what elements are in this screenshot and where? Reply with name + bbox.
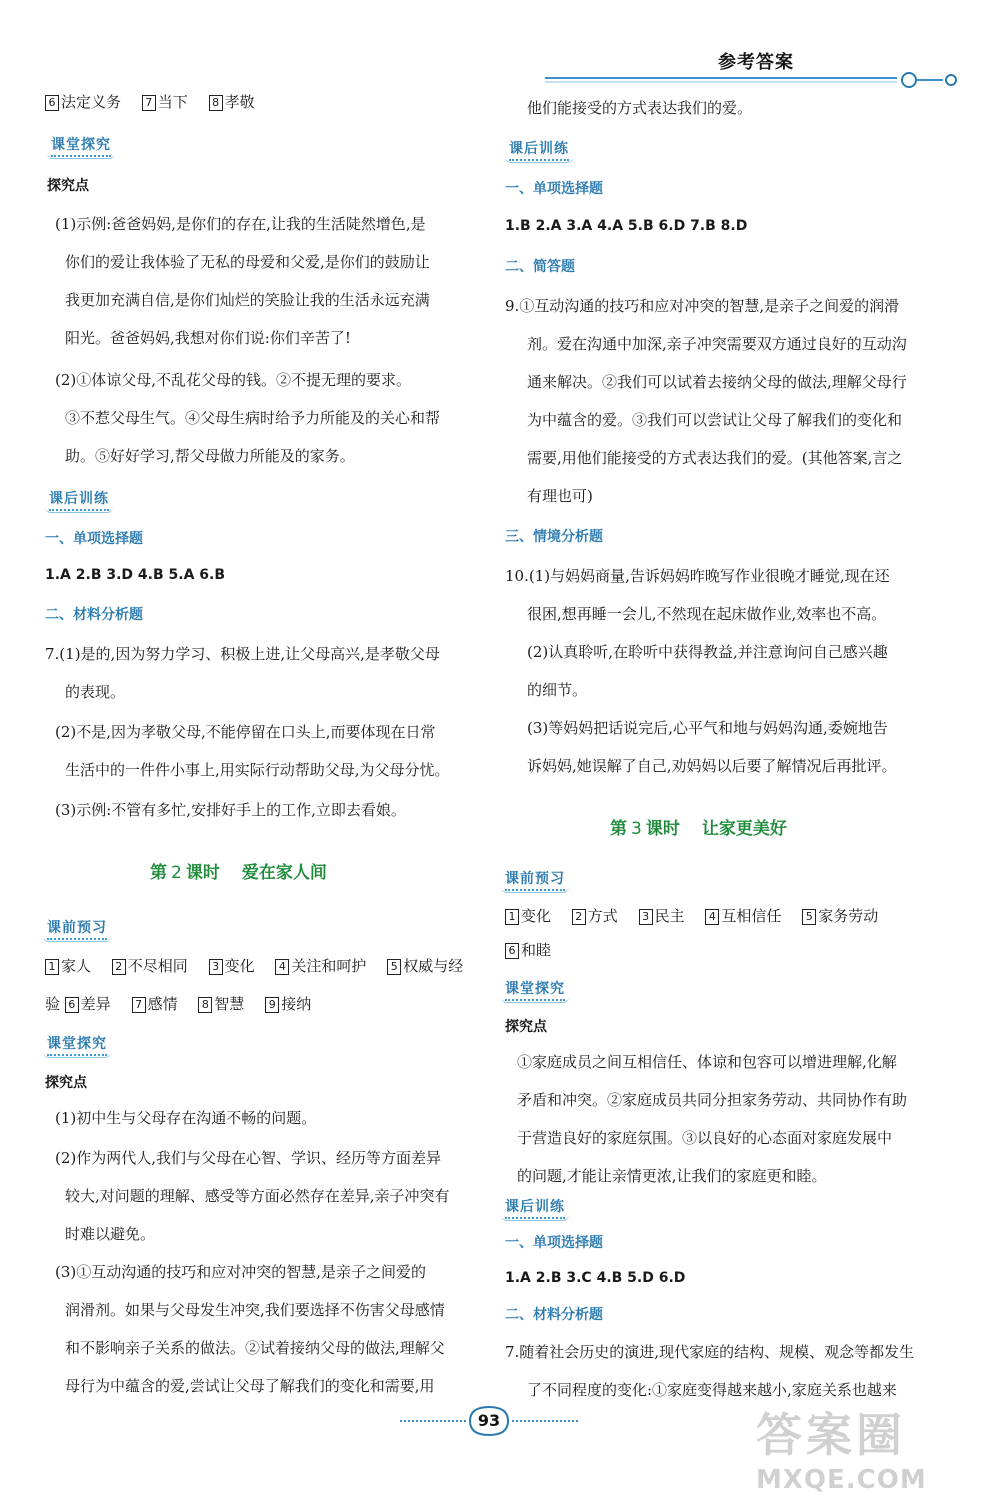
paragraph-line: ③不惹父母生气。④父母生病时给予力所能及的关心和帮 [65, 409, 441, 427]
paragraph-line: 我更加充满自信,是你们灿烂的笑脸让我的生活永远充满 [65, 291, 430, 309]
section-tag-preview: 课前预习 [505, 868, 565, 891]
paragraph-line: 剂。爱在沟通中加深,亲子冲突需要双方通过良好的互动沟 [527, 335, 907, 353]
paragraph-line: ①家庭成员之间互相信任、体谅和包容可以增进理解,化解 [517, 1053, 897, 1071]
paragraph-line: (1)初中生与父母存在沟通不畅的问题。 [55, 1109, 317, 1127]
paragraph-line: (2)认真聆听,在聆听中获得教益,并注意询问自己感兴趣 [527, 643, 888, 661]
answers-single-choice-2: 1.A 2.B 3.C 4.B 5.D 6.D [505, 1270, 686, 1286]
paragraph-line: 助。⑤好好学习,帮父母做力所能及的家务。 [65, 447, 355, 465]
paragraph-line: 阳光。爸爸妈妈,我想对你们说:你们辛苦了! [65, 329, 351, 347]
page-number: 93 [477, 1411, 501, 1430]
answer-line-r3b: 6 和睦 [505, 940, 567, 960]
answers-single-choice: 1.A 2.B 3.D 4.B 5.A 6.B [45, 567, 226, 583]
paragraph-line: 7.随着社会历史的演进,现代家庭的结构、规模、观念等都发生 [505, 1343, 915, 1361]
paragraph-line: 了不同程度的变化:①家庭变得越来越小,家庭关系也越来 [527, 1381, 897, 1399]
paragraph-line: 10.(1)与妈妈商量,告诉妈妈昨晚写作业很晚才睡觉,现在还 [505, 567, 890, 585]
subhead-short-answer: 二、简答题 [505, 259, 575, 275]
subhead-material-analysis: 二、材料分析题 [505, 1307, 603, 1323]
paragraph-line: 为中蕴含的爱。③我们可以尝试让父母了解我们的变化和 [527, 411, 903, 429]
section-tag-after-class: 课后训练 [509, 138, 569, 161]
lesson-title-2: 第 2 课时 爱在家人间 [150, 863, 327, 883]
paragraph-line: 9.①互动沟通的技巧和应对冲突的智慧,是亲子之间爱的润滑 [505, 297, 900, 315]
subhead-single-choice-2: 一、单项选择题 [505, 1235, 603, 1251]
lesson-title-3: 第 3 课时 让家更美好 [610, 819, 787, 839]
paragraph-line: (3)等妈妈把话说完后,心平气和地与妈妈沟通,委婉地告 [527, 719, 888, 737]
paragraph-line: 生活中的一件件小事上,用实际行动帮助父母,为父母分忧。 [65, 761, 450, 779]
answer-line-r3a: 1 变化 2 方式 3 民主 4 互相信任 5 家务劳动 [505, 906, 894, 926]
subhead-situation-analysis: 三、情境分析题 [505, 529, 603, 545]
answers-single-choice: 1.B 2.A 3.A 4.A 5.B 6.D 7.B 8.D [505, 218, 748, 234]
subhead-single-choice: 一、单项选择题 [505, 181, 603, 197]
paragraph-line: 有理也可) [527, 487, 593, 505]
section-tag-classroom-2: 课堂探究 [47, 1033, 107, 1056]
answer-line-l2a: 1 家人 2 不尽相同 3 变化 4 关注和呵护 5 权威与经 [45, 956, 463, 976]
explore-point-label: 探究点 [47, 178, 89, 194]
section-tag-after-class-2: 课后训练 [505, 1196, 565, 1219]
explore-point-label: 探究点 [505, 1019, 547, 1035]
paragraph-line: 你们的爱让我体验了无私的母爱和父爱,是你们的鼓励让 [65, 253, 430, 271]
paragraph-line: (2)不是,因为孝敬父母,不能停留在口头上,而要体现在日常 [55, 723, 436, 741]
paragraph-line: 的问题,才能让亲情更浓,让我们的家庭更和睦。 [517, 1167, 827, 1185]
paragraph-line: 母行为中蕴含的爱,尝试让父母了解我们的变化和需要,用 [65, 1377, 435, 1395]
paragraph-line: 于营造良好的家庭氛围。③以良好的心态面对家庭发展中 [517, 1129, 893, 1147]
paragraph-line: (3)①互动沟通的技巧和应对冲突的智慧,是亲子之间爱的 [55, 1263, 427, 1281]
paragraph-line: 矛盾和冲突。②家庭成员共同分担家务劳动、共同协作有助 [517, 1091, 908, 1109]
paragraph-line: 诉妈妈,她误解了自己,劝妈妈以后要了解情况后再批评。 [527, 757, 897, 775]
paragraph-line: 润滑剂。如果与父母发生冲突,我们要选择不伤害父母感情 [65, 1301, 445, 1319]
paragraph-line: 的细节。 [527, 681, 588, 699]
subhead-single-choice: 一、单项选择题 [45, 531, 143, 547]
section-tag-classroom: 课堂探究 [51, 134, 111, 157]
section-tag-classroom: 课堂探究 [505, 978, 565, 1001]
paragraph-line: (3)示例:不管有多忙,安排好手上的工作,立即去看娘。 [55, 801, 406, 819]
paragraph-line: 时难以避免。 [65, 1225, 156, 1243]
watermark [756, 1399, 986, 1495]
paragraph-line: 他们能接受的方式表达我们的爱。 [527, 99, 753, 117]
answer-line-l1: 6 法定义务 7 当下 8 孝敬 [45, 92, 271, 112]
paragraph-line: 需要,用他们能接受的方式表达我们的爱。(其他答案,言之 [527, 449, 903, 467]
subhead-material-analysis: 二、材料分析题 [45, 607, 143, 623]
paragraph-line: 通来解决。②我们可以试着去接纳父母的做法,理解父母行 [527, 373, 907, 391]
section-tag-preview: 课前预习 [47, 917, 107, 940]
paragraph-line: 和不影响亲子关系的做法。②试着接纳父母的做法,理解父 [65, 1339, 445, 1357]
paragraph-line: 7.(1)是的,因为努力学习、积极上进,让父母高兴,是孝敬父母 [45, 645, 440, 663]
header-rule-decoration [545, 62, 965, 96]
section-tag-after-class: 课后训练 [49, 488, 109, 511]
watermark-line2: MXQE.COM [756, 1465, 927, 1495]
paragraph-line: (1)示例:爸爸妈妈,是你们的存在,让我的生活陡然增色,是 [55, 215, 426, 233]
header-title: 参考答案 [718, 52, 794, 73]
paragraph-line: 较大,对问题的理解、感受等方面必然存在差异,亲子冲突有 [65, 1187, 450, 1205]
answer-line-l2b: 验 6 差异 7 感情 8 智慧 9 接纳 [45, 995, 312, 1013]
explore-point-label-2: 探究点 [45, 1075, 87, 1091]
paragraph-line: 的表现。 [65, 683, 126, 701]
paragraph-line: 很困,想再睡一会儿,不然现在起床做作业,效率也不高。 [527, 605, 887, 623]
watermark-line1: 答案圈 [756, 1408, 906, 1462]
paragraph-line: (2)①体谅父母,不乱花父母的钱。②不提无理的要求。 [55, 371, 412, 389]
paragraph-line: (2)作为两代人,我们与父母在心智、学识、经历等方面差异 [55, 1149, 442, 1167]
